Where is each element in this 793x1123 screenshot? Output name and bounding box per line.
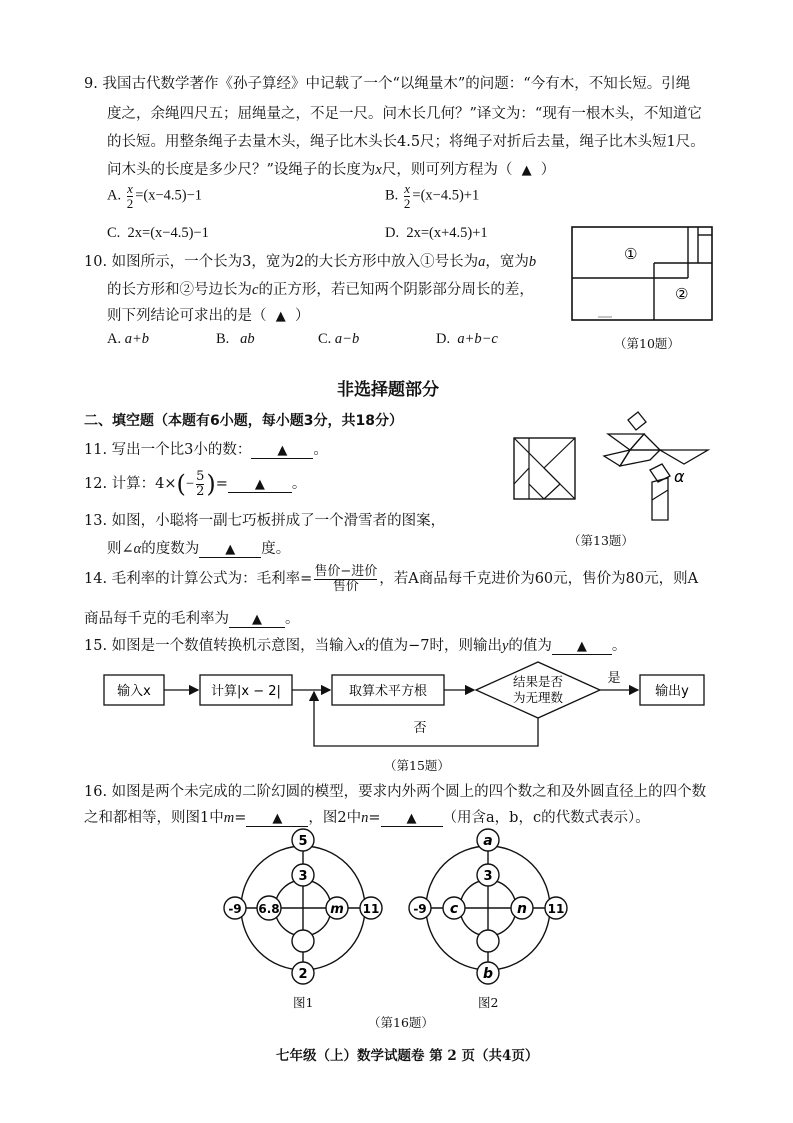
option-expression: =(x−4.5)+1 xyxy=(412,187,480,204)
fraction-denominator: 2 xyxy=(403,195,411,211)
q10-text: ，宽为 xyxy=(485,254,529,270)
q14-text: 商品每千克的毛利率为 xyxy=(84,611,229,627)
q12-end: 。 xyxy=(291,476,307,493)
q9-number: 9. xyxy=(84,76,98,92)
q9-option-a xyxy=(107,182,202,210)
value-bottom: 2 xyxy=(298,967,308,982)
answer-triangle: ▲ xyxy=(272,811,283,826)
answer-blank xyxy=(229,611,285,628)
q10-text: 的长方形和②号边长为 xyxy=(107,282,252,298)
decision-line1: 结果是否 xyxy=(512,674,564,689)
body-triangle xyxy=(630,434,660,450)
q11-number: 11. xyxy=(84,442,108,458)
q13-text: 则∠ xyxy=(107,541,134,557)
q10-line1 xyxy=(84,250,536,271)
yes-label: 是 xyxy=(607,671,621,686)
answer-triangle: ▲ xyxy=(254,477,265,493)
body-parallelogram xyxy=(620,450,660,466)
answer-triangle: ▲ xyxy=(521,163,532,178)
q16-text: ，图2中 xyxy=(308,810,362,826)
q15-caption: （第15题） xyxy=(384,758,450,773)
option-b-value: ab xyxy=(240,331,255,347)
q14-line1 xyxy=(84,565,698,593)
fraction-denominator: 2 xyxy=(196,483,205,499)
output-box-label: 输出y xyxy=(655,684,689,699)
answer-triangle: ▲ xyxy=(275,309,286,324)
q10-figure xyxy=(570,225,716,325)
q15-line1 xyxy=(84,634,626,655)
calc-box-label: 计算|x − 2| xyxy=(211,684,281,699)
q12-text: 计算：4× xyxy=(111,476,177,493)
q16-number: 16. xyxy=(84,784,108,800)
option-expression: =(x−4.5)−1 xyxy=(135,187,203,204)
q16-variable-n: n xyxy=(361,810,369,826)
q10-variable-b: b xyxy=(528,254,537,270)
q10-text: 的正方形，若已知两个阴影部分周长的差， xyxy=(258,282,534,298)
value-top: 5 xyxy=(298,834,308,849)
q14-number: 14. xyxy=(84,571,108,588)
q12: 12. 计算：4×(− $\frac{5}{2}$ )= ▲ 。 xyxy=(84,469,307,499)
q10-text: 如图所示，一个长为3，宽为2的大长方形中放入①号长为 xyxy=(111,254,479,270)
value-inner-left: 6.8 xyxy=(258,902,280,916)
big-rectangle xyxy=(572,227,712,320)
q10-line2 xyxy=(107,278,534,299)
value-inner-right: n xyxy=(517,901,527,917)
q13-text: 的度数为 xyxy=(141,541,200,557)
value-inner-top: 3 xyxy=(483,869,493,884)
magic-circle-figure-1 xyxy=(222,827,384,987)
tangram-skier-figure xyxy=(600,410,712,524)
option-label: C. xyxy=(318,331,332,347)
value-right: 11 xyxy=(547,902,565,916)
fraction xyxy=(314,565,377,593)
answer-blank xyxy=(251,442,313,459)
q10-option-d xyxy=(436,331,498,348)
q16-text: 之和都相等，则图1中 xyxy=(84,810,224,826)
answer-blank xyxy=(228,476,292,493)
q13-alpha: α xyxy=(133,541,142,557)
q16-text: = xyxy=(368,810,381,826)
fraction-numerator: 5 xyxy=(196,469,205,484)
value-right: 11 xyxy=(362,902,380,916)
fraction xyxy=(127,182,134,210)
value-inner-left: c xyxy=(449,901,459,917)
q14-text: 毛利率的计算公式为：毛利率= xyxy=(111,571,313,588)
q10-options xyxy=(107,331,149,348)
option-c-value: a−b xyxy=(334,331,360,347)
q16-line2 xyxy=(84,806,650,827)
q9-text-line4a: 问木头的长度是多少尺？”设绳子的长度为 xyxy=(107,162,376,178)
q16-text: 如图是两个未完成的二阶幻圆的模型，要求内外两个圆上的四个数之和及外圆直径上的四个数 xyxy=(111,784,707,800)
fraction xyxy=(404,182,411,210)
q14-text: ，若A商品每千克进价为60元，售价为80元，则A xyxy=(379,571,699,588)
q9-variable-x: x xyxy=(375,162,382,178)
section-title: 非选择题部分 xyxy=(337,380,439,400)
no-label: 否 xyxy=(413,721,427,736)
decision-line2: 为无理数 xyxy=(512,690,564,705)
q9-text-line4b: 尺，则可列方程为（ xyxy=(381,162,513,178)
q9-text-line3: 的长短。用整条绳子去量木头，绳子比木头长4.5尺；将绳子对折后去量，绳子比木头短1尺。 xyxy=(107,134,705,150)
q15-number: 15. xyxy=(84,638,108,654)
fraction-denominator: 2 xyxy=(126,195,134,211)
q9-option-b xyxy=(385,182,479,210)
answer-triangle: ▲ xyxy=(225,542,236,557)
value-left: -9 xyxy=(413,902,427,916)
answer-triangle: ▲ xyxy=(576,639,587,654)
square-2-label: ② xyxy=(675,285,689,303)
q10-line3 xyxy=(107,304,309,325)
option-a-value: a+b xyxy=(124,331,150,347)
q10-number: 10. xyxy=(84,254,108,270)
q9-text-line4c: ） xyxy=(540,162,556,178)
sqrt-box-label: 取算术平方根 xyxy=(348,684,428,699)
fraction-numerator: x xyxy=(127,181,133,196)
q14-end: 。 xyxy=(285,611,300,627)
value-left: -9 xyxy=(228,902,242,916)
answer-blank xyxy=(552,638,612,655)
q15-text: 的值为−7时，则输出 xyxy=(364,638,502,654)
q13-number: 13. xyxy=(84,513,108,529)
option-label: D. xyxy=(385,225,400,241)
q15-text: 的值为 xyxy=(508,638,552,654)
answer-blank xyxy=(199,541,261,558)
q13-line1 xyxy=(84,509,445,530)
q15-end: 。 xyxy=(611,638,627,654)
q15-text: 如图是一个数值转换机示意图，当输入 xyxy=(111,638,359,654)
answer-blank xyxy=(381,810,443,827)
figure-1-label: 图1 xyxy=(293,995,314,1010)
fraction xyxy=(196,470,204,498)
tangram-square-figure xyxy=(513,437,577,501)
answer-triangle: ▲ xyxy=(277,443,288,458)
q10-option-c xyxy=(318,331,359,348)
q10-text: 则下列结论可求出的是（ xyxy=(107,308,267,324)
q13-line2 xyxy=(107,537,290,558)
rect-1-label: ① xyxy=(624,245,638,263)
q10-variable-a: a xyxy=(478,254,486,270)
q10-text: ） xyxy=(294,308,310,324)
q9-text-line1: 我国古代数学著作《孙子算经》中记载了一个“以绳量木”的问题：“今有木，不知长短。引绳 xyxy=(102,76,691,92)
part2-title: 二、填空题（本题有6小题，每小题3分，共18分） xyxy=(84,413,403,429)
body-triangle xyxy=(608,434,644,450)
q9-line1 xyxy=(84,72,690,93)
value-inner-top: 3 xyxy=(298,869,308,884)
option-expression: 2x=(x+4.5)+1 xyxy=(406,225,488,241)
figure-2-label: 图2 xyxy=(478,995,499,1010)
q11-text: 写出一个比3小的数： xyxy=(111,442,252,458)
q15-flowchart xyxy=(100,660,710,752)
alpha-label: α xyxy=(674,467,685,486)
answer-triangle: ▲ xyxy=(406,811,417,826)
option-label: B. xyxy=(216,331,230,347)
q16-text: （用含a，b，c的代数式表示）。 xyxy=(442,810,650,826)
head-square xyxy=(628,412,646,430)
answer-blank xyxy=(246,810,308,827)
magic-circle-figure-2 xyxy=(407,827,569,987)
page-footer: 七年级（上）数学试题卷 第 2 页（共4页） xyxy=(276,1048,539,1064)
input-box-label: 输入x xyxy=(117,684,151,699)
q11-end: 。 xyxy=(313,442,328,458)
q9-option-c xyxy=(107,225,209,242)
knee-square xyxy=(650,464,670,482)
q10-option-b xyxy=(216,331,255,348)
value-bottom: b xyxy=(482,966,494,982)
q13-text: 如图，小聪将一副七巧板拼成了一个滑雪者的图案， xyxy=(111,513,446,529)
q14-line2 xyxy=(84,607,300,628)
q9-line4 xyxy=(107,158,555,179)
q13-text: 度。 xyxy=(261,541,291,557)
answer-triangle: ▲ xyxy=(252,612,262,627)
q10-caption: （第10题） xyxy=(614,336,680,351)
option-label: C. xyxy=(107,225,121,241)
fraction-numerator: 售价−进价 xyxy=(314,564,378,579)
arm-triangle xyxy=(604,450,630,466)
q15-variable-x: x xyxy=(358,638,365,654)
q15-variable-y: y xyxy=(501,638,509,654)
q11 xyxy=(84,438,328,459)
node-inner-bottom xyxy=(292,930,314,952)
node-inner-bottom xyxy=(477,930,499,952)
q16-text: = xyxy=(234,810,247,826)
loop-line xyxy=(314,694,538,746)
option-expression: 2x=(x−4.5)−1 xyxy=(127,225,209,241)
q13-caption: （第13题） xyxy=(568,533,634,548)
q16-line1 xyxy=(84,780,706,801)
q12-number: 12. xyxy=(84,476,108,493)
q10-variable-c: c xyxy=(252,282,259,298)
option-label: A. xyxy=(107,187,122,204)
fraction-denominator: 售价 xyxy=(314,579,377,594)
option-d-value: a+b−c xyxy=(457,331,498,347)
q16-variable-m: m xyxy=(223,810,235,826)
leg-triangle xyxy=(660,450,708,464)
value-inner-right: m xyxy=(330,902,344,917)
fraction-numerator: x xyxy=(404,181,411,196)
q16-caption: （第16题） xyxy=(368,1015,434,1030)
value-top: a xyxy=(483,833,493,849)
option-label: A. xyxy=(107,331,122,347)
q9-text-line2: 度之，余绳四尺五；屈绳量之，不足一尺。问木长几何？”译文为：“现有一根木头，不知道它 xyxy=(107,106,702,122)
option-label: D. xyxy=(436,331,451,347)
q9-option-d xyxy=(385,225,488,242)
option-label: B. xyxy=(385,187,399,204)
